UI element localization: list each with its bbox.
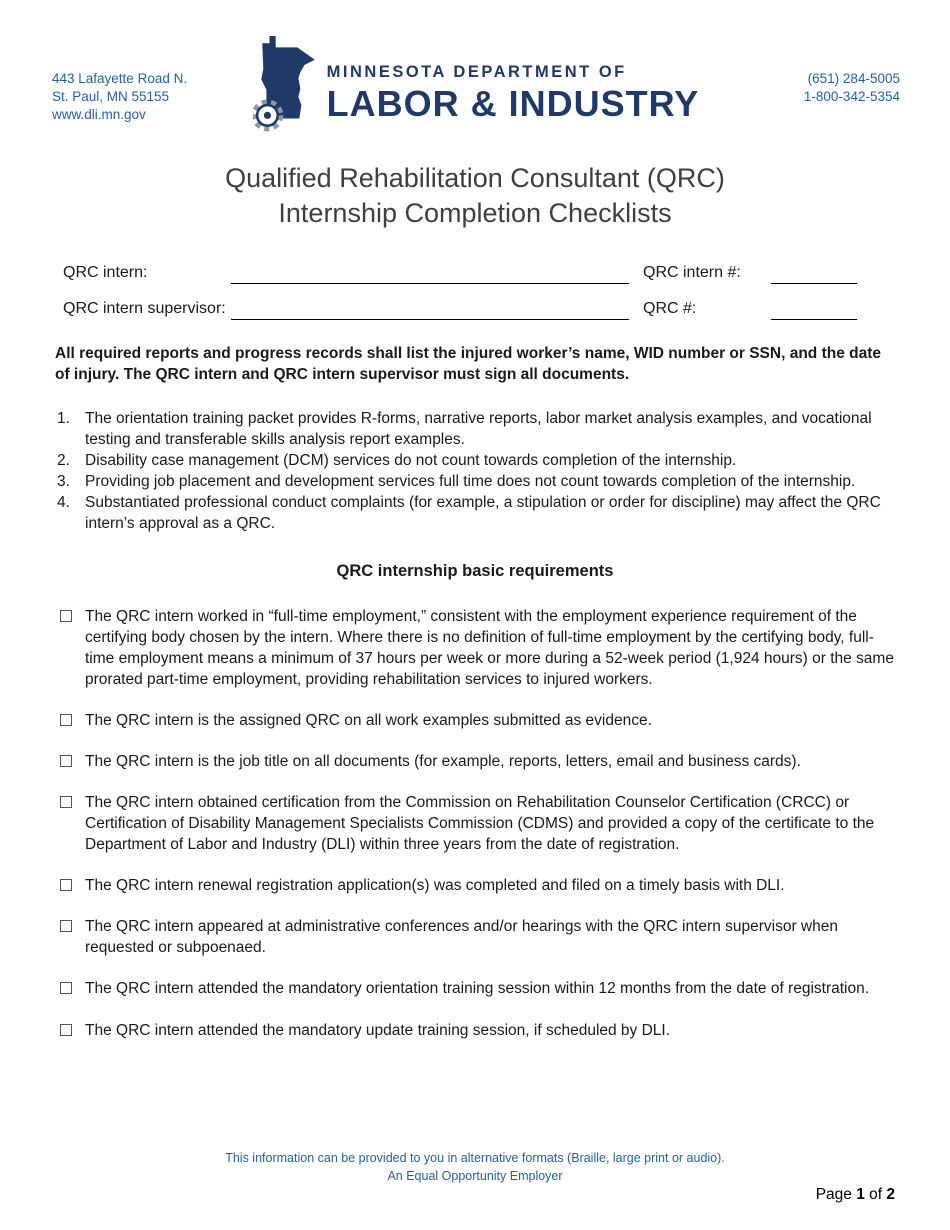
requirements-notice: All required reports and progress records shall list the injured worker’s name, WID number or SSN, and the date of injury. The QRC intern and QRC intern supervisor must sign all documents.	[55, 345, 881, 384]
page-number-total: 2	[886, 1186, 895, 1203]
checklist-item-text: The QRC intern attended the mandatory update training session, if scheduled by DLI.	[85, 1021, 671, 1039]
checklist-item	[60, 792, 902, 855]
phone-tollfree: 1-800-342-5354	[803, 89, 900, 105]
form-row-supervisor	[63, 299, 900, 320]
list-item-text: The orientation training packet provides R-forms, narrative reports, labor market analysis examples, and vocational testing and transferable skills analysis report examples.	[85, 410, 872, 449]
checklist-item	[60, 710, 902, 731]
checklist-item	[60, 606, 902, 690]
checklist-item-text: The QRC intern appeared at administrative conferences and/or hearings with the QRC intern supervisor when requested or subpoenaed.	[85, 918, 838, 957]
agency-website: www.dli.mn.gov	[52, 107, 146, 123]
agency-logo-text	[327, 47, 700, 125]
page-number-current: 1	[856, 1186, 865, 1203]
intro-numbered-list	[57, 408, 900, 534]
checklist-item-text: The QRC intern worked in “full-time employment,” consistent with the employment experience requirement of the certifying body chosen by the intern. Where there is no definition of full-time employment by the certifying body, full-time employment means a minimum of 37 hours per week or more during a 52-week period (1,924 hours) or the same prorated part-time employment, providing rehabilitation services to injured workers.	[85, 607, 894, 688]
list-item-number: 3.	[57, 473, 70, 491]
qrc-intern-field[interactable]	[231, 263, 629, 284]
form-fields	[63, 263, 900, 320]
qrc-number-field[interactable]	[771, 299, 857, 320]
checklist-item-text: The QRC intern attended the mandatory orientation training session within 12 months from the date of registration.	[85, 980, 870, 998]
list-item-number: 1.	[57, 410, 70, 428]
checklist-item	[60, 875, 902, 896]
list-item-text: Providing job placement and development services full time does not count towards completion of the internship.	[85, 473, 856, 491]
list-item-number: 2.	[57, 452, 70, 470]
checkbox-certification[interactable]	[60, 796, 72, 808]
page-title-line1: Qualified Rehabilitation Consultant (QRC)	[225, 163, 725, 193]
basic-requirements-checklist	[60, 606, 902, 1041]
checklist-item	[60, 1020, 902, 1041]
page-number-middle: of	[864, 1186, 887, 1203]
checkbox-conferences-hearings[interactable]	[60, 920, 72, 932]
qrc-supervisor-label: QRC intern supervisor:	[63, 300, 226, 318]
checkbox-full-time-employment[interactable]	[60, 610, 72, 622]
qrc-intern-number-field[interactable]	[771, 263, 857, 284]
list-item	[57, 408, 900, 450]
page-title	[0, 161, 950, 231]
address-line-1: 443 Lafayette Road N.	[52, 71, 188, 86]
alternative-formats-text: This information can be provided to you in alternative formats (Braille, large print or audio).	[225, 1151, 725, 1165]
checklist-item	[60, 916, 902, 958]
list-item-number: 4.	[57, 494, 70, 512]
page-number-prefix: Page	[815, 1186, 857, 1203]
page-title-line2: Internship Completion Checklists	[278, 198, 672, 229]
agency-logo	[253, 36, 700, 135]
equal-opportunity-text: An Equal Opportunity Employer	[387, 1168, 563, 1183]
letterhead	[0, 0, 950, 135]
checkbox-orientation-training[interactable]	[60, 982, 72, 994]
qrc-intern-label: QRC intern:	[63, 264, 148, 282]
checkbox-assigned-qrc[interactable]	[60, 714, 72, 726]
qrc-intern-number-label: QRC intern #:	[643, 264, 741, 282]
agency-name-line2: LABOR & INDUSTRY	[326, 82, 700, 124]
agency-address	[52, 70, 232, 125]
list-item-text: Substantiated professional conduct complaints (for example, a stipulation or order for discipline) may affect the QRC intern’s approval as a QRC.	[85, 494, 881, 533]
footer-notice	[0, 1150, 950, 1185]
section-heading-basic-requirements: QRC internship basic requirements	[336, 561, 614, 580]
checkbox-update-training[interactable]	[60, 1024, 72, 1036]
checklist-item-text: The QRC intern is the assigned QRC on all work examples submitted as evidence.	[85, 711, 652, 729]
checklist-item-text: The QRC intern renewal registration application(s) was completed and filed on a timely basis with DLI.	[85, 877, 785, 895]
phone-local: (651) 284-5005	[807, 71, 900, 86]
agency-name-line1: MINNESOTA DEPARTMENT OF	[326, 62, 627, 81]
checkbox-renewal-registration[interactable]	[60, 879, 72, 891]
agency-phones	[720, 70, 900, 106]
checklist-item-text: The QRC intern is the job title on all documents (for example, reports, letters, email and business cards).	[85, 752, 801, 770]
list-item	[57, 492, 900, 534]
checkbox-job-title[interactable]	[60, 755, 72, 767]
minnesota-state-gear-icon	[253, 36, 321, 135]
list-item-text: Disability case management (DCM) services do not count towards completion of the internship.	[85, 452, 737, 470]
checklist-item	[60, 751, 902, 772]
page-number	[816, 1186, 895, 1204]
qrc-number-label: QRC #:	[643, 300, 697, 318]
list-item	[57, 471, 900, 492]
form-row-intern	[63, 263, 900, 284]
checklist-item	[60, 978, 902, 999]
qrc-supervisor-field[interactable]	[231, 299, 629, 320]
address-line-2: St. Paul, MN 55155	[52, 89, 170, 105]
list-item	[57, 450, 900, 471]
checklist-item-text: The QRC intern obtained certification from the Commission on Rehabilitation Counselor Certification (CRCC) or Certification of Disability Management Specialists Commission (CDMS) and provided a copy of the certificate to the Department of Labor and Industry (DLI) within three years from the date of registration.	[85, 793, 875, 854]
